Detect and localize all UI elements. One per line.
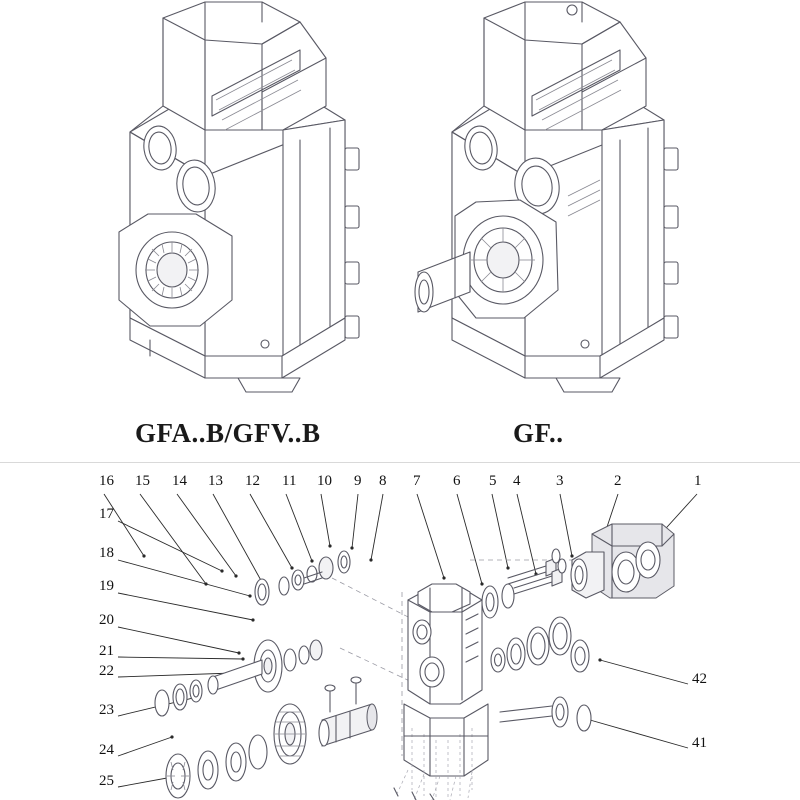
callout-left-18: 18 [99,545,114,561]
housing-body [404,584,488,800]
callout-top-14: 14 [172,473,187,489]
figure-left-caption: GFA..B/GFV..B [135,418,321,448]
callout-left-17: 17 [99,506,114,522]
callout-left-19: 19 [99,578,114,594]
callout-top-11: 11 [282,473,297,489]
callout-left-23: 23 [99,702,114,718]
callout-top-10: 10 [317,473,332,489]
callout-left-24: 24 [99,742,114,758]
exploded-assembly-drawing [104,494,697,800]
ring-stack-right [482,584,571,672]
section-divider [0,462,800,463]
callout-top-2: 2 [614,473,622,489]
callout-top-4: 4 [513,473,521,489]
figure-right-caption: GF.. [513,418,564,448]
callout-left-22: 22 [99,663,114,679]
callout-right-41: 41 [692,735,707,751]
callout-left-25: 25 [99,773,114,789]
callout-top-3: 3 [556,473,564,489]
callout-top-16: 16 [99,473,114,489]
callout-top-12: 12 [245,473,260,489]
callout-top-5: 5 [489,473,497,489]
callout-left-21: 21 [99,643,114,659]
callout-top-1: 1 [694,473,702,489]
callout-top-8: 8 [379,473,387,489]
figure-right-drawing [415,2,678,392]
callout-top-6: 6 [453,473,461,489]
figure-left-drawing [119,2,359,392]
fastener-pins [508,549,566,594]
callout-top-9: 9 [354,473,362,489]
callout-top-7: 7 [413,473,421,489]
motor-adapter-assembly [571,524,674,598]
callout-right-42: 42 [692,671,707,687]
callout-top-13: 13 [208,473,223,489]
callout-left-20: 20 [99,612,114,628]
callout-top-15: 15 [135,473,150,489]
